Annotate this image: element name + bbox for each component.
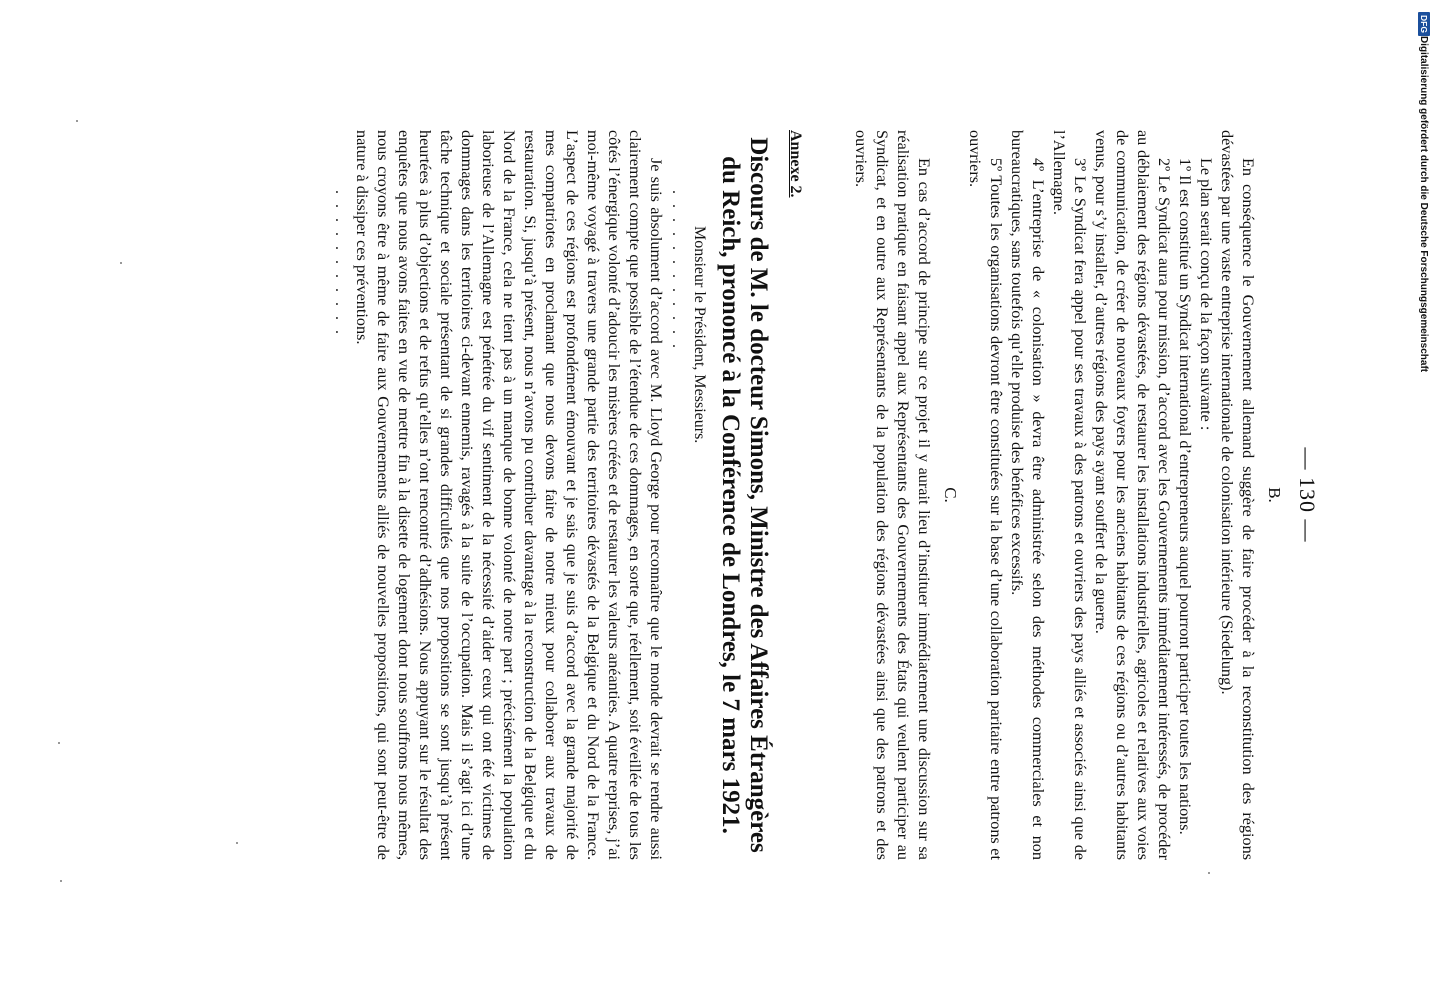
speech-body: Je suis absolument d’accord avec M. Lloyd George pour reconnaître que le monde devrait se rendre aussi clairement compte que possible de l’étendue de ces dommages, en sorte que, réellement, soit éveillée de tous les côtés l’énergique volonté d’adoucir les misères créées et de restaurer les valeurs anéanties. A quatre reprises, j’ai moi-même voyagé à travers une grande partie des territoires dévastés de la Belgique et du Nord de la France. L’aspect de ces régions est profondément émouvant et je sais que je suis d’accord avec la grande majorité de mes compatriotes en proclamant que nous devons faire de notre mieux pour collaborer aux travaux de restauration. Si, jusqu’à présent, nous n’avons pu contribuer davantage à la reconstruction de la Belgique et du Nord de la France, cela ne tient pas à un manque de bonne volonté de notre part ; précisément la population laborieuse de l’Allemagne est pénétrée du vif sentiment de la nécessité d’aider ceux qui ont été victimes de dommages dans les territoires ci-devant ennemis, ravagés à la suite de l’occupation. Mais il s’agit ici d’une tâche technique et sociale présentant de si grandes difficultés que nos propositions se sont jusqu’à présent heurtées à plus d’objections et de refus qu’elles n’ont rencontré d’adhésions. Nous appuyant sur le résultat des enquêtes que nous avons faites en vue de mettre fin à la disette de logement dont nous souffrons nous mêmes, nous croyons être à même de faire aux Gouvernements alliés de nouvelles propositions, qui sont peut-être de nature à dissiper ces préventions.: [353, 130, 665, 860]
scan-speck: [236, 842, 238, 844]
paragraph-b-item-4: 4º L’entreprise de « colonisation » devra être administrée selon des méthodes commerciales et non bureaucratiques, sans toutefois qu’elle produise des bénéfices excessifs.: [1008, 130, 1047, 860]
ellipsis-dots-top: . . . . . . . . . . . .: [669, 190, 686, 351]
addressee-line: Monsieur le Président, Messieurs.: [691, 226, 708, 444]
paragraph-b-plan: Le plan serait conçu de la façon suivante :: [1197, 158, 1215, 431]
scan-speck: [1208, 872, 1210, 874]
annex-label: Annexe 2.: [787, 130, 804, 198]
paragraph-c: En cas d’accord de principe sur ce projet il y aurait lieu d’instituer immédiatement une discussion sur sa réalisation pratique en faisant appel aux Représentants des Gouvernements des États qui veulent participer au Syndicat, et en outre aux Représentants de la population des régions dévastées ainsi que des patrons et des ouvriers.: [852, 130, 933, 860]
spacer: [804, 130, 850, 860]
dfg-watermark: [1416, 8, 1432, 388]
paragraph-b-intro: En conséquence le Gouvernement allemand suggère de faire procéder à la reconstitution des régions dévastées par une vaste entreprise internationale de colonisation intérieure (Siedelung).: [1218, 130, 1257, 860]
paragraph-b-item-2: 2º Le Syndicat aura pour mission, d’accord avec les Gouvernements immédiatement intéressés, de procéder au déblaiement des régions dévastées, de restaurer les installations industrielles, agricoles et relatives aux voies de communication, de créer de nouveaux foyers pour les anciens habitants de ces régions ou d’autres habitants venus, pour s’y installer, d’autres régions des pays ayant souffert de la guerre.: [1092, 130, 1173, 860]
dfg-watermark-text: Digitalisierung gefördert durch die Deutsche Forschungsgemeinschaft: [1418, 35, 1430, 373]
rotated-text-block: [120, 130, 1320, 860]
speech-title: Discours de M. le docteur Simons, Ministre des Affaires Étrangères du Reich, prononcé à la Conférence de Londres, le 7 mars 1921.: [717, 137, 772, 853]
page-number: — 130 —: [1295, 447, 1320, 543]
ellipsis-dots-bottom: . . . . . . . . . . .: [332, 190, 349, 337]
scan-speck: [60, 880, 62, 882]
scan-speck: [120, 262, 122, 264]
scan-speck: [76, 120, 78, 122]
dfg-logo-icon: DFG: [1418, 12, 1430, 36]
section-heading-c: C.: [941, 487, 960, 503]
section-heading-b: B.: [1265, 487, 1284, 503]
scan-speck: [58, 742, 60, 744]
paragraph-b-item-1: 1º Il est constitué un Syndicat international d’entrepreneurs auquel pourront participer toutes les nations.: [1176, 158, 1194, 835]
paragraph-b-item-3: 3º Le Syndicat fera appel pour ses travaux à des patrons et ouvriers des pays alliés et associés ainsi que de l’Allemagne.: [1050, 130, 1089, 860]
paragraph-b-item-5: 5º Toutes les organisations devront être constituées sur la base d’une collaboration paritaire entre patrons et ouvriers.: [966, 130, 1005, 860]
